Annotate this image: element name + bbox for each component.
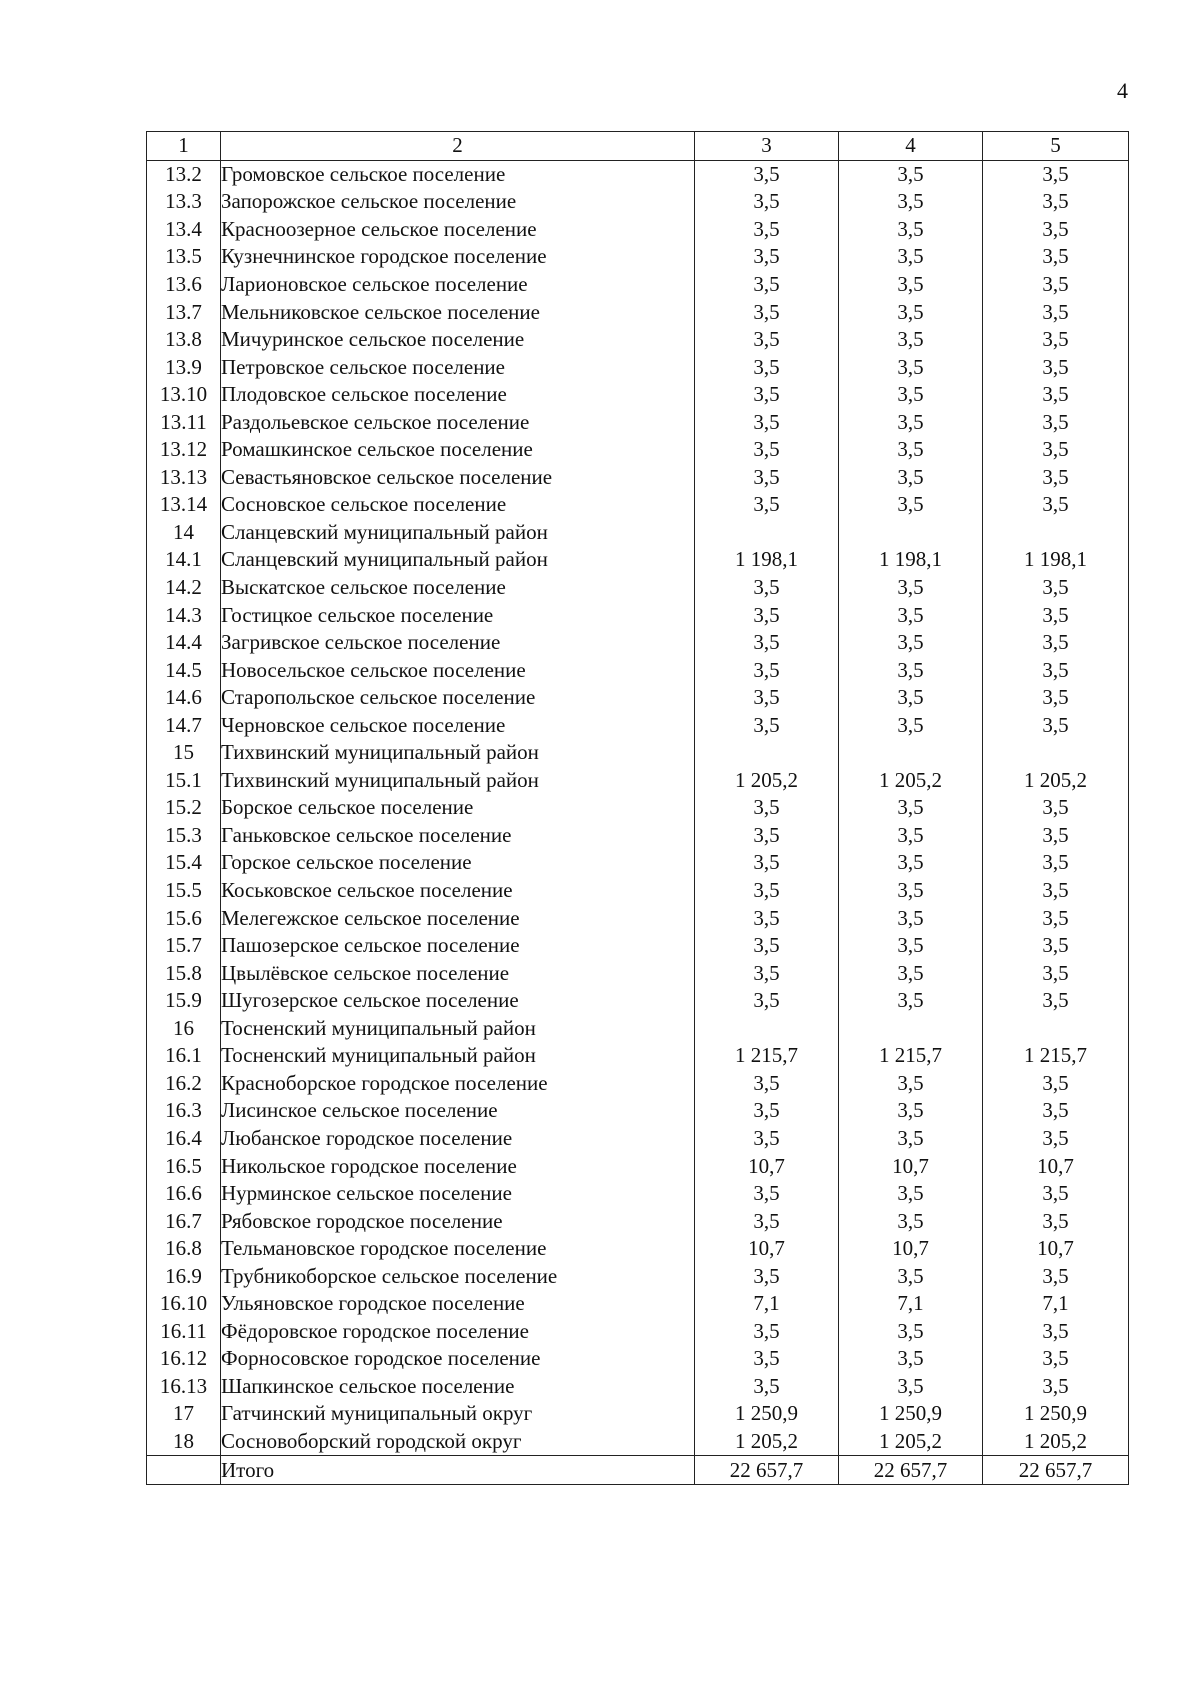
table-row: [147, 601, 1129, 629]
row-name: Выскатское сельское поселение: [221, 574, 695, 602]
row-value-col-4: 3,5: [839, 1070, 983, 1098]
row-value-col-4: 3,5: [839, 491, 983, 519]
table-row: [147, 353, 1129, 381]
row-value-col-5: 3,5: [983, 326, 1129, 354]
row-value-col-5: 3,5: [983, 822, 1129, 850]
table-row: [147, 1373, 1129, 1401]
row-value-col-4: 3,5: [839, 932, 983, 960]
row-value-col-5: 7,1: [983, 1290, 1129, 1318]
table-row: [147, 436, 1129, 464]
row-value-col-3: 3,5: [695, 216, 839, 244]
row-name: Гостицкое сельское поселение: [221, 601, 695, 629]
row-name: Сосновское сельское поселение: [221, 491, 695, 519]
table-row: [147, 849, 1129, 877]
table-row: [147, 1345, 1129, 1373]
row-value-col-5: 3,5: [983, 408, 1129, 436]
row-name: Мельниковское сельское поселение: [221, 298, 695, 326]
row-name: Раздольевское сельское поселение: [221, 408, 695, 436]
row-value-col-3: 3,5: [695, 271, 839, 299]
row-value-col-3: 3,5: [695, 711, 839, 739]
table-row: [147, 684, 1129, 712]
row-number: 15.7: [147, 932, 221, 960]
row-value-col-4: 1 205,2: [839, 767, 983, 795]
row-name: Сланцевский муниципальный район: [221, 546, 695, 574]
row-value-col-3: [695, 739, 839, 767]
row-number: 14: [147, 519, 221, 547]
row-value-col-5: 3,5: [983, 987, 1129, 1015]
row-value-col-4: 3,5: [839, 464, 983, 492]
table-row: [147, 1125, 1129, 1153]
table-row: [147, 1152, 1129, 1180]
row-name: Кузнечнинское городское поселение: [221, 243, 695, 271]
row-value-col-4: 3,5: [839, 1262, 983, 1290]
row-value-col-5: 3,5: [983, 656, 1129, 684]
row-name: Красноборское городское поселение: [221, 1070, 695, 1098]
row-value-col-4: 3,5: [839, 601, 983, 629]
row-value-col-3: 3,5: [695, 1180, 839, 1208]
table-row: [147, 794, 1129, 822]
row-number: 14.1: [147, 546, 221, 574]
row-name: Форносовское городское поселение: [221, 1345, 695, 1373]
row-number: 16.8: [147, 1235, 221, 1263]
row-value-col-3: 3,5: [695, 877, 839, 905]
row-value-col-4: 3,5: [839, 1180, 983, 1208]
row-number: 16.10: [147, 1290, 221, 1318]
row-value-col-5: 3,5: [983, 298, 1129, 326]
header-col-1: 1: [147, 132, 221, 161]
row-value-col-5: 3,5: [983, 1180, 1129, 1208]
row-value-col-3: 1 250,9: [695, 1400, 839, 1428]
row-number: 15.3: [147, 822, 221, 850]
row-value-col-4: 3,5: [839, 794, 983, 822]
row-value-col-4: 3,5: [839, 1207, 983, 1235]
row-value-col-5: 1 250,9: [983, 1400, 1129, 1428]
row-value-col-4: 3,5: [839, 711, 983, 739]
row-name: Цвылёвское сельское поселение: [221, 959, 695, 987]
row-value-col-3: 1 205,2: [695, 767, 839, 795]
row-number: 13.14: [147, 491, 221, 519]
row-value-col-5: 3,5: [983, 188, 1129, 216]
row-value-col-5: 3,5: [983, 684, 1129, 712]
row-value-col-4: 3,5: [839, 684, 983, 712]
row-value-col-3: [695, 1015, 839, 1043]
row-value-col-3: 3,5: [695, 959, 839, 987]
row-number: 15.5: [147, 877, 221, 905]
table-row: [147, 574, 1129, 602]
table-row: [147, 1180, 1129, 1208]
row-value-col-3: 1 198,1: [695, 546, 839, 574]
table-row: [147, 822, 1129, 850]
row-value-col-5: 3,5: [983, 271, 1129, 299]
table-row: [147, 188, 1129, 216]
row-name: Ульяновское городское поселение: [221, 1290, 695, 1318]
row-value-col-5: 3,5: [983, 849, 1129, 877]
row-number: 14.4: [147, 629, 221, 657]
table-row: [147, 491, 1129, 519]
row-value-col-4: 3,5: [839, 353, 983, 381]
row-value-col-3: 3,5: [695, 932, 839, 960]
row-value-col-4: [839, 1015, 983, 1043]
total-row: [147, 1456, 1129, 1485]
table-row: [147, 1400, 1129, 1428]
row-value-col-3: 1 205,2: [695, 1428, 839, 1456]
row-value-col-4: 1 250,9: [839, 1400, 983, 1428]
header-col-4: 4: [839, 132, 983, 161]
header-col-2: 2: [221, 132, 695, 161]
row-name: Тосненский муниципальный район: [221, 1015, 695, 1043]
row-value-col-4: 3,5: [839, 298, 983, 326]
row-value-col-5: 3,5: [983, 160, 1129, 188]
row-value-col-3: [695, 519, 839, 547]
row-name: Никольское городское поселение: [221, 1152, 695, 1180]
table-row: [147, 711, 1129, 739]
row-value-col-4: 3,5: [839, 326, 983, 354]
row-value-col-4: 3,5: [839, 160, 983, 188]
row-value-col-5: 1 205,2: [983, 767, 1129, 795]
row-value-col-5: 3,5: [983, 353, 1129, 381]
row-name: Рябовское городское поселение: [221, 1207, 695, 1235]
row-value-col-5: [983, 739, 1129, 767]
table-row: [147, 739, 1129, 767]
row-name: Горское сельское поселение: [221, 849, 695, 877]
row-name: Коськовское сельское поселение: [221, 877, 695, 905]
row-value-col-3: 3,5: [695, 1262, 839, 1290]
table-row: [147, 408, 1129, 436]
row-value-col-4: 1 205,2: [839, 1428, 983, 1456]
table-row: [147, 987, 1129, 1015]
row-number: 13.7: [147, 298, 221, 326]
table-row: [147, 1015, 1129, 1043]
table-row: [147, 1290, 1129, 1318]
table-row: [147, 298, 1129, 326]
row-value-col-5: 3,5: [983, 1318, 1129, 1346]
row-value-col-3: 7,1: [695, 1290, 839, 1318]
row-value-col-5: 3,5: [983, 381, 1129, 409]
row-value-col-5: 3,5: [983, 932, 1129, 960]
row-value-col-4: 3,5: [839, 436, 983, 464]
total-value-col-3: 22 657,7: [695, 1456, 839, 1485]
row-value-col-5: 3,5: [983, 436, 1129, 464]
row-value-col-3: 3,5: [695, 849, 839, 877]
row-value-col-5: 3,5: [983, 877, 1129, 905]
row-value-col-3: 10,7: [695, 1152, 839, 1180]
row-value-col-4: 3,5: [839, 1097, 983, 1125]
row-value-col-5: 3,5: [983, 711, 1129, 739]
row-number: 14.2: [147, 574, 221, 602]
row-number: 16.9: [147, 1262, 221, 1290]
row-number: 14.3: [147, 601, 221, 629]
table-row: [147, 932, 1129, 960]
row-value-col-4: [839, 519, 983, 547]
total-label: Итого: [221, 1456, 695, 1485]
row-number: 16.7: [147, 1207, 221, 1235]
row-value-col-5: 3,5: [983, 1097, 1129, 1125]
row-number: 15.9: [147, 987, 221, 1015]
table-row: [147, 160, 1129, 188]
row-value-col-3: 3,5: [695, 298, 839, 326]
table-row: [147, 1318, 1129, 1346]
row-number: 13.13: [147, 464, 221, 492]
row-name: Старопольское сельское поселение: [221, 684, 695, 712]
table-row: [147, 1428, 1129, 1456]
row-value-col-3: 1 215,7: [695, 1042, 839, 1070]
row-value-col-5: 3,5: [983, 1125, 1129, 1153]
table-row: [147, 381, 1129, 409]
row-value-col-3: 3,5: [695, 684, 839, 712]
row-name: Запорожское сельское поселение: [221, 188, 695, 216]
row-value-col-5: 3,5: [983, 1262, 1129, 1290]
row-value-col-4: 3,5: [839, 1345, 983, 1373]
table-row: [147, 464, 1129, 492]
row-name: Борское сельское поселение: [221, 794, 695, 822]
row-value-col-3: 3,5: [695, 436, 839, 464]
row-value-col-3: 3,5: [695, 326, 839, 354]
table-row: [147, 904, 1129, 932]
row-value-col-3: 3,5: [695, 794, 839, 822]
row-number: 13.2: [147, 160, 221, 188]
row-number: 14.7: [147, 711, 221, 739]
row-name: Севастьяновское сельское поселение: [221, 464, 695, 492]
row-value-col-4: 1 198,1: [839, 546, 983, 574]
table-row: [147, 1042, 1129, 1070]
table-row: [147, 216, 1129, 244]
row-value-col-3: 3,5: [695, 160, 839, 188]
row-value-col-4: 3,5: [839, 877, 983, 905]
table-row: [147, 1070, 1129, 1098]
row-value-col-3: 3,5: [695, 243, 839, 271]
header-col-3: 3: [695, 132, 839, 161]
row-number: 18: [147, 1428, 221, 1456]
table-row: [147, 656, 1129, 684]
table-row: [147, 546, 1129, 574]
row-number: 16.1: [147, 1042, 221, 1070]
row-value-col-4: 10,7: [839, 1152, 983, 1180]
row-number: 15.2: [147, 794, 221, 822]
row-number: 13.10: [147, 381, 221, 409]
row-name: Ганьковское сельское поселение: [221, 822, 695, 850]
row-number: 13.12: [147, 436, 221, 464]
row-value-col-5: 1 215,7: [983, 1042, 1129, 1070]
row-value-col-3: 10,7: [695, 1235, 839, 1263]
row-value-col-4: 3,5: [839, 904, 983, 932]
row-number: 16.12: [147, 1345, 221, 1373]
table-row: [147, 767, 1129, 795]
row-value-col-4: 3,5: [839, 822, 983, 850]
row-value-col-4: 3,5: [839, 656, 983, 684]
row-number: 16.3: [147, 1097, 221, 1125]
row-name: Сосновоборский городской округ: [221, 1428, 695, 1456]
row-name: Мелегежское сельское поселение: [221, 904, 695, 932]
row-value-col-3: 3,5: [695, 1207, 839, 1235]
row-number: 15.1: [147, 767, 221, 795]
row-value-col-4: 3,5: [839, 987, 983, 1015]
total-value-col-5: 22 657,7: [983, 1456, 1129, 1485]
row-number: 16.11: [147, 1318, 221, 1346]
row-name: Плодовское сельское поселение: [221, 381, 695, 409]
row-value-col-4: 10,7: [839, 1235, 983, 1263]
row-number: 15.4: [147, 849, 221, 877]
row-name: Громовское сельское поселение: [221, 160, 695, 188]
row-value-col-5: 3,5: [983, 1373, 1129, 1401]
row-number: 13.4: [147, 216, 221, 244]
page-number: 4: [1117, 78, 1128, 103]
row-value-col-4: 7,1: [839, 1290, 983, 1318]
row-value-col-4: 3,5: [839, 849, 983, 877]
table-body: [147, 160, 1129, 1456]
row-value-col-3: 3,5: [695, 987, 839, 1015]
row-value-col-3: 3,5: [695, 1318, 839, 1346]
row-name: Нурминское сельское поселение: [221, 1180, 695, 1208]
row-value-col-4: 3,5: [839, 271, 983, 299]
row-number: 15.8: [147, 959, 221, 987]
table-row: [147, 1207, 1129, 1235]
row-value-col-5: [983, 1015, 1129, 1043]
row-value-col-3: 3,5: [695, 822, 839, 850]
row-value-col-4: 3,5: [839, 1125, 983, 1153]
row-number: 16.4: [147, 1125, 221, 1153]
row-value-col-5: 3,5: [983, 794, 1129, 822]
row-value-col-5: 3,5: [983, 1345, 1129, 1373]
row-name: Любанское городское поселение: [221, 1125, 695, 1153]
row-value-col-3: 3,5: [695, 656, 839, 684]
row-name: Гатчинский муниципальный округ: [221, 1400, 695, 1428]
row-number: 15.6: [147, 904, 221, 932]
row-name: Черновское сельское поселение: [221, 711, 695, 739]
row-number: 13.9: [147, 353, 221, 381]
row-number: 15: [147, 739, 221, 767]
row-value-col-4: 3,5: [839, 959, 983, 987]
row-name: Тосненский муниципальный район: [221, 1042, 695, 1070]
row-number: 14.5: [147, 656, 221, 684]
row-value-col-5: 3,5: [983, 904, 1129, 932]
row-name: Новосельское сельское поселение: [221, 656, 695, 684]
allocation-table: [146, 131, 1129, 1485]
row-number: 13.6: [147, 271, 221, 299]
row-value-col-5: 3,5: [983, 216, 1129, 244]
total-value-col-4: 22 657,7: [839, 1456, 983, 1485]
row-value-col-3: 3,5: [695, 1125, 839, 1153]
row-name: Мичуринское сельское поселение: [221, 326, 695, 354]
row-value-col-4: [839, 739, 983, 767]
table-footer: [147, 1456, 1129, 1485]
row-value-col-4: 1 215,7: [839, 1042, 983, 1070]
table-row: [147, 271, 1129, 299]
row-value-col-4: 3,5: [839, 216, 983, 244]
table-row: [147, 877, 1129, 905]
row-name: Пашозерское сельское поселение: [221, 932, 695, 960]
row-name: Сланцевский муниципальный район: [221, 519, 695, 547]
row-value-col-4: 3,5: [839, 1318, 983, 1346]
row-name: Лисинское сельское поселение: [221, 1097, 695, 1125]
table-row: [147, 243, 1129, 271]
header-row: [147, 132, 1129, 161]
row-value-col-3: 3,5: [695, 1373, 839, 1401]
table-row: [147, 1235, 1129, 1263]
row-name: Красноозерное сельское поселение: [221, 216, 695, 244]
row-value-col-4: 3,5: [839, 188, 983, 216]
total-num-cell: [147, 1456, 221, 1485]
row-name: Шапкинское сельское поселение: [221, 1373, 695, 1401]
row-name: Тихвинский муниципальный район: [221, 767, 695, 795]
row-value-col-3: 3,5: [695, 904, 839, 932]
row-number: 16.6: [147, 1180, 221, 1208]
row-name: Тихвинский муниципальный район: [221, 739, 695, 767]
row-value-col-5: 1 205,2: [983, 1428, 1129, 1456]
row-value-col-5: 3,5: [983, 959, 1129, 987]
row-value-col-5: 3,5: [983, 574, 1129, 602]
row-name: Тельмановское городское поселение: [221, 1235, 695, 1263]
row-value-col-5: 10,7: [983, 1235, 1129, 1263]
row-value-col-3: 3,5: [695, 574, 839, 602]
row-value-col-5: 3,5: [983, 464, 1129, 492]
row-number: 16.2: [147, 1070, 221, 1098]
row-value-col-5: 3,5: [983, 629, 1129, 657]
row-name: Шугозерское сельское поселение: [221, 987, 695, 1015]
table-row: [147, 326, 1129, 354]
row-value-col-5: 3,5: [983, 601, 1129, 629]
row-number: 16: [147, 1015, 221, 1043]
row-value-col-5: 1 198,1: [983, 546, 1129, 574]
table-row: [147, 959, 1129, 987]
row-value-col-5: 3,5: [983, 243, 1129, 271]
row-value-col-3: 3,5: [695, 464, 839, 492]
row-name: Петровское сельское поселение: [221, 353, 695, 381]
row-value-col-3: 3,5: [695, 1070, 839, 1098]
row-name: Загривское сельское поселение: [221, 629, 695, 657]
row-value-col-3: 3,5: [695, 188, 839, 216]
row-number: 13.8: [147, 326, 221, 354]
row-value-col-5: 3,5: [983, 1207, 1129, 1235]
row-value-col-3: 3,5: [695, 601, 839, 629]
table-row: [147, 519, 1129, 547]
row-name: Ларионовское сельское поселение: [221, 271, 695, 299]
row-value-col-5: 10,7: [983, 1152, 1129, 1180]
row-value-col-4: 3,5: [839, 408, 983, 436]
row-value-col-3: 3,5: [695, 408, 839, 436]
row-number: 14.6: [147, 684, 221, 712]
row-value-col-5: 3,5: [983, 491, 1129, 519]
row-value-col-3: 3,5: [695, 353, 839, 381]
row-value-col-4: 3,5: [839, 1373, 983, 1401]
table-row: [147, 629, 1129, 657]
row-number: 16.5: [147, 1152, 221, 1180]
row-number: 16.13: [147, 1373, 221, 1401]
row-value-col-4: 3,5: [839, 629, 983, 657]
row-value-col-5: [983, 519, 1129, 547]
row-name: Трубникоборское сельское поселение: [221, 1262, 695, 1290]
table-row: [147, 1097, 1129, 1125]
row-number: 13.5: [147, 243, 221, 271]
table-header: [147, 132, 1129, 161]
row-name: Ромашкинское сельское поселение: [221, 436, 695, 464]
row-value-col-3: 3,5: [695, 1345, 839, 1373]
header-col-5: 5: [983, 132, 1129, 161]
row-value-col-3: 3,5: [695, 1097, 839, 1125]
row-value-col-3: 3,5: [695, 629, 839, 657]
row-number: 13.3: [147, 188, 221, 216]
row-value-col-4: 3,5: [839, 381, 983, 409]
row-value-col-4: 3,5: [839, 243, 983, 271]
row-value-col-3: 3,5: [695, 381, 839, 409]
row-value-col-4: 3,5: [839, 574, 983, 602]
row-number: 17: [147, 1400, 221, 1428]
row-name: Фёдоровское городское поселение: [221, 1318, 695, 1346]
row-number: 13.11: [147, 408, 221, 436]
row-value-col-5: 3,5: [983, 1070, 1129, 1098]
table-row: [147, 1262, 1129, 1290]
row-value-col-3: 3,5: [695, 491, 839, 519]
